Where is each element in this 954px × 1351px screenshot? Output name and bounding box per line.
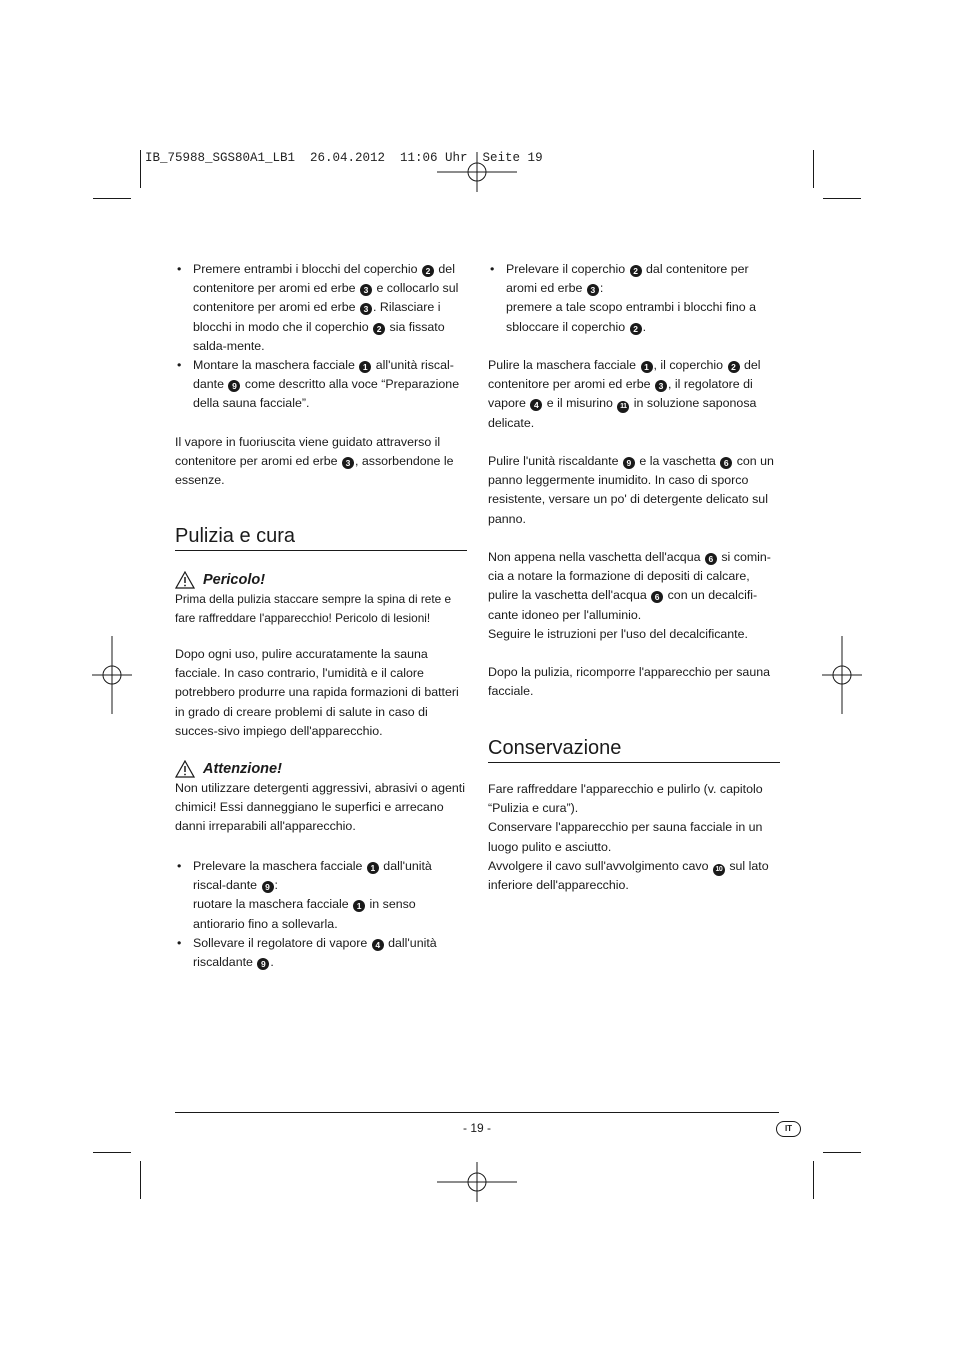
paragraph: Avvolgere il cavo sull'avvolgimento cavo 10 sul lato inferiore dell'apparecchio. — [488, 858, 769, 893]
crop-mark — [813, 150, 814, 188]
part-number-icon: 9 — [262, 881, 274, 893]
warning-triangle-icon — [175, 571, 195, 589]
list-item: • Sollevare il regolatore di vapore 4 dall'unità riscaldante 9 . — [175, 934, 467, 972]
part-number-icon: 3 — [587, 284, 599, 296]
warning-triangle-icon — [175, 760, 195, 778]
crop-mark — [140, 150, 141, 188]
warning-danger — [175, 568, 467, 628]
part-number-icon: 6 — [705, 553, 717, 565]
part-number-icon: 1 — [367, 862, 379, 874]
paragraph: Conservare l'apparecchio per sauna facciale in un luogo pulito e asciutto. — [488, 820, 763, 854]
part-number-icon: 2 — [373, 323, 385, 335]
part-number-icon: 9 — [623, 457, 635, 469]
right-column — [488, 260, 780, 702]
part-number-icon: 1 — [641, 361, 653, 373]
language-badge: IT — [776, 1121, 801, 1137]
warning-title: Pericolo! — [203, 572, 266, 588]
section-title: Conservazione — [488, 736, 780, 763]
registration-mark-left — [92, 636, 132, 714]
part-number-icon: 3 — [360, 303, 372, 315]
paragraph: Non appena nella vaschetta dell'acqua 6 si comin-cia a notare la formazione di depositi di calcare, pulire la vaschetta dell'acqua 6 con un decalcifi-cante idoneo per l'alluminio. Seguire le istruzioni per l'uso del decalcificante. — [488, 550, 771, 641]
part-number-icon: 10 — [713, 864, 725, 876]
list-item: • Prelevare la maschera facciale 1 dall'unità riscal-dante 9 : ruotare la maschera facciale 1 in senso antiorario fino a sollevarla. — [175, 857, 467, 934]
part-number-icon: 2 — [630, 323, 642, 335]
left-column — [175, 260, 467, 490]
registration-mark-bottom — [437, 1162, 517, 1202]
paragraph-dopo-uso — [175, 645, 467, 741]
crop-mark — [93, 1152, 131, 1153]
crop-mark — [823, 1152, 861, 1153]
section-title: Pulizia e cura — [175, 524, 467, 551]
part-number-icon: 4 — [530, 399, 542, 411]
left-column-bullets — [175, 857, 467, 972]
paragraph: Pulire la maschera facciale 1 , il coperchio 2 del contenitore per aromi ed erbe 3 , il regolatore di vapore 4 e il misurino 11 in soluzione saponosa delicate. — [488, 358, 761, 430]
warning-text: Non utilizzare detergenti aggressivi, abrasivi o agenti chimici! Essi danneggiano le superfici e arrecano danni irreparabili all'apparecchio. — [175, 781, 465, 834]
part-number-icon: 6 — [720, 457, 732, 469]
crop-mark — [93, 198, 131, 199]
warning-text: Prima della pulizia staccare sempre la spina di rete e fare raffreddare l'apparecchio! Pericolo di lesioni! — [175, 592, 452, 626]
paragraph: Fare raffreddare l'apparecchio e pulirlo (v. capitolo “Pulizia e cura”). — [488, 782, 763, 816]
part-number-icon: 3 — [655, 380, 667, 392]
part-number-icon: 3 — [360, 284, 372, 296]
part-number-icon: 9 — [257, 958, 269, 970]
section-pulizia — [175, 524, 467, 551]
crop-mark — [823, 198, 861, 199]
part-number-icon: 1 — [353, 900, 365, 912]
section-conservazione — [488, 736, 780, 763]
list-item: • Premere entrambi i blocchi del coperchio 2 del contenitore per aromi ed erbe 3 e collocarlo sul contenitore per aromi ed erbe 3 . Rilasciare i blocchi in modo che il coperchio 2 sia fissato salda-mente. — [175, 260, 467, 356]
registration-mark-right — [822, 636, 862, 714]
paragraph: Dopo la pulizia, ricomporre l'apparecchio per sauna facciale. — [488, 665, 770, 699]
list-item: • Montare la maschera facciale 1 all'unità riscal-dante 9 come descritto alla voce “Preparazione della sauna facciale”. — [175, 356, 467, 414]
page-number: - 19 - — [462, 1121, 491, 1135]
warning-title: Attenzione! — [203, 761, 282, 777]
conservazione-text — [488, 780, 780, 895]
crop-mark — [813, 1161, 814, 1199]
part-number-icon: 3 — [342, 457, 354, 469]
part-number-icon: 11 — [617, 401, 629, 413]
footer-divider — [175, 1112, 779, 1113]
part-number-icon: 2 — [728, 361, 740, 373]
paragraph: Il vapore in fuoriuscita viene guidato attraverso il contenitore per aromi ed erbe 3 , assorbendone le essenze. — [175, 434, 454, 488]
list-item: • Prelevare il coperchio 2 dal contenitore per aromi ed erbe 3 : premere a tale scopo entrambi i blocchi fino a sbloccare il coperchio 2 . — [488, 260, 780, 337]
part-number-icon: 1 — [359, 361, 371, 373]
warning-caution — [175, 757, 467, 837]
part-number-icon: 4 — [372, 939, 384, 951]
part-number-icon: 2 — [630, 265, 642, 277]
part-number-icon: 9 — [228, 380, 240, 392]
part-number-icon: 2 — [422, 265, 434, 277]
part-number-icon: 6 — [651, 591, 663, 603]
crop-mark — [140, 1161, 141, 1199]
paragraph: Dopo ogni uso, pulire accuratamente la sauna facciale. In caso contrario, l'umidità e il calore potrebbero produrre una rapida formazioni di batteri in grado di creare problemi di salute in caso di succes-sivo impiego dell'apparecchio. — [175, 647, 459, 738]
paragraph: Pulire l'unità riscaldante 9 e la vaschetta 6 con un panno leggermente inumidito. In caso di sporco resistente, versare un po' di detergente delicato sul panno. — [488, 454, 774, 526]
print-header: IB_75988_SGS80A1_LB1 26.04.2012 11:06 Uhr Seite 19 — [145, 151, 543, 165]
